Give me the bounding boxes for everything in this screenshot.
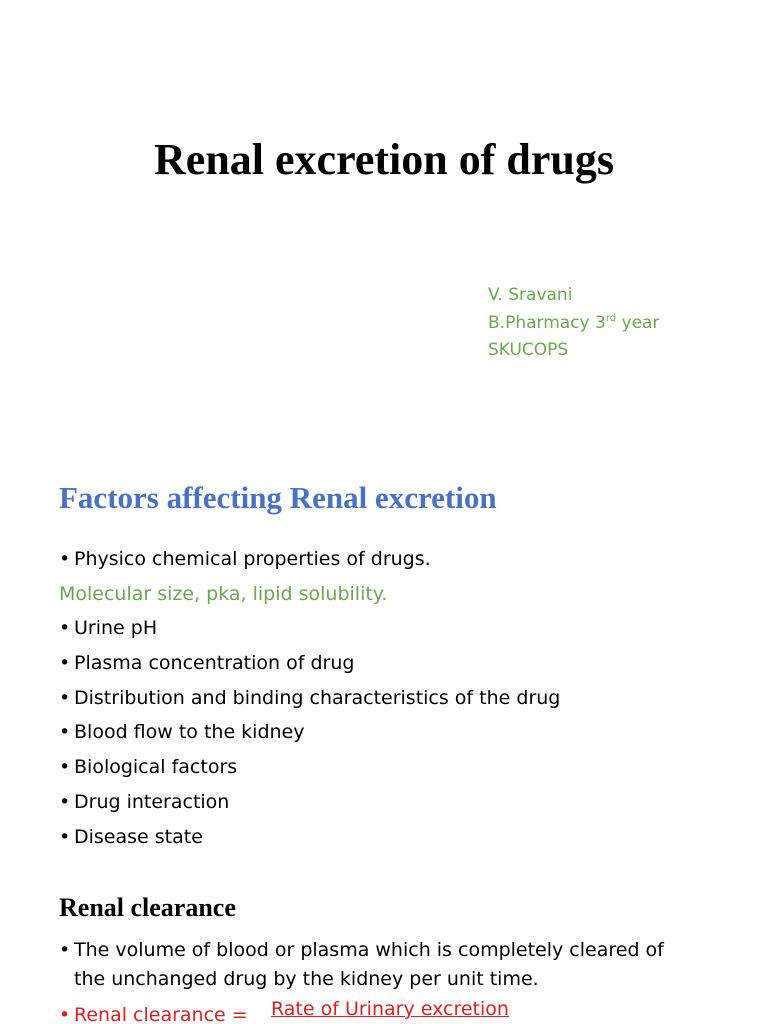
definition-line-1: The volume of blood or plasma which is completely cleared of [74,939,664,961]
factors-heading: Factors affecting Renal excretion [59,480,497,515]
bullet-mark: • [59,652,71,675]
factor-text: Physico chemical properties of drugs. [74,548,431,570]
author-course [488,310,659,338]
author-name: V. Sravani [488,285,573,305]
factor-text: Molecular size, pka, lipid solubility. [59,582,388,605]
bullet-mark: • [59,548,71,570]
author-course-superscript: rd [605,312,617,324]
title-slide [0,0,768,440]
factor-item [59,646,749,681]
clearance-definition [59,936,739,994]
clearance-heading: Renal clearance [59,893,236,922]
factor-item [59,820,749,855]
bullet-mark: • [59,939,71,961]
bullet-mark: • [59,617,71,640]
factor-item [59,681,749,716]
definition-line-2: the unchanged drug by the kidney per unit time. [74,968,539,990]
bullet-mark: • [59,721,71,744]
factor-text: Drug interaction [74,790,230,813]
author-course-prefix: B.Pharmacy 3 [488,312,606,333]
bullet-mark: • [59,686,71,709]
factor-text: Plasma concentration of drug [74,652,355,675]
factor-text: Disease state [74,825,203,848]
author-course-suffix: year [616,312,660,333]
factor-item [59,611,749,646]
formula-numerator: Rate of Urinary excretion [271,998,509,1020]
bullet-mark: • [59,1004,71,1024]
factor-item [59,542,749,577]
clearance-section [0,880,768,1024]
author-block [488,282,659,365]
main-title: Renal excretion of drugs [154,135,614,184]
factor-list [59,542,749,854]
factor-text: Urine pH [74,617,158,640]
factor-text: Blood flow to the kidney [74,721,305,744]
author-college: SKUCOPS [488,340,569,360]
bullet-mark: • [59,825,71,848]
factor-text: Distribution and binding characteristics of the drug [74,686,561,709]
formula-label: Renal clearance = [74,1004,248,1024]
factor-item [59,785,749,820]
bullet-mark: • [59,756,71,779]
factor-text: Biological factors [74,756,238,779]
clearance-formula [59,1000,248,1024]
factor-subitem [59,577,749,612]
factor-item [59,715,749,750]
factor-item [59,750,749,785]
bullet-mark: • [59,790,71,813]
